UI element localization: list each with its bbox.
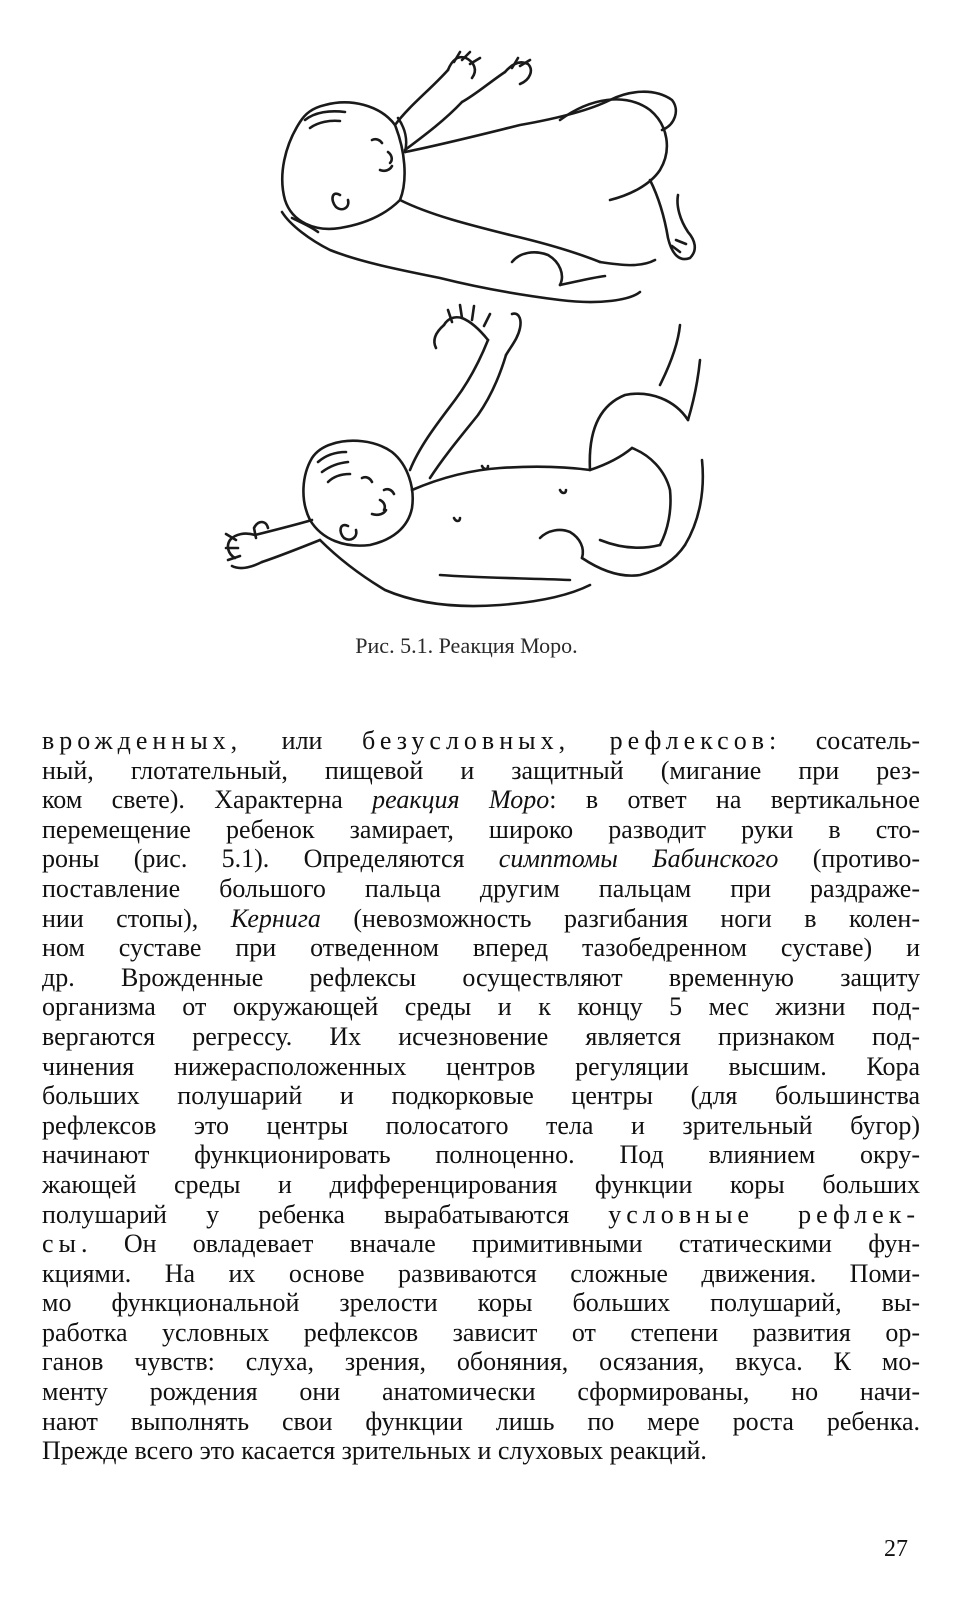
italic-term: Кернига [230, 903, 321, 933]
text-line [42, 1436, 920, 1466]
text-segment: ганов чувств: слуха, зрения, обоняния, осязания, вкуса. К мо- [42, 1347, 920, 1377]
text-segment: (противо- [778, 844, 920, 874]
text-segment: жающей среды и дифференцирования функции коры больших [42, 1169, 920, 1199]
infant-moro-illustration [226, 305, 703, 606]
text-segment [570, 726, 610, 755]
italic-term: реакция Моро [372, 785, 550, 815]
text-segment: Прежде всего это касается зрительных и слуховых реакций. [42, 1436, 707, 1466]
text-line [42, 785, 920, 815]
text-segment: нают выполнять свои функции лишь по мере роста ребенка. [42, 1406, 920, 1436]
spaced-term: условные рефлек- [608, 1199, 921, 1229]
text-segment: : в ответ на вертикальное [549, 785, 920, 815]
text-segment: начинают функционировать полноценно. Под влиянием окру- [42, 1140, 920, 1170]
text-segment: ком свете). Характерна [42, 785, 373, 815]
text-segment: нии стопы), [42, 903, 231, 933]
text-segment: др. Врожденные рефлексы осуществляют временную защиту [42, 962, 920, 992]
text-line [42, 1081, 920, 1111]
text-line [42, 1200, 920, 1230]
text-line [42, 1111, 920, 1141]
text-line [42, 992, 920, 1022]
text-line [42, 1259, 920, 1289]
text-segment: кциями. На их основе развиваются сложные движения. Поми- [42, 1258, 920, 1288]
text-line [42, 1288, 920, 1318]
text-segment: ном суставе при отведенном вперед тазобедренном суставе) и [42, 933, 920, 963]
text-line [42, 874, 920, 904]
spaced-term: рефлексов [609, 726, 769, 755]
figure-caption: Рис. 5.1. Реакция Моро. [355, 633, 578, 658]
text-segment: мо функциональной зрелости коры больших полушарий, вы- [42, 1288, 920, 1318]
text-line [42, 963, 920, 993]
moro-reflex-figure [170, 20, 810, 620]
text-line [42, 1022, 920, 1052]
text-segment: менту рождения они анатомически сформированы, но начи- [42, 1377, 920, 1407]
text-segment: перемещение ребенок замирает, широко разводит руки в сто- [42, 814, 920, 844]
text-segment: организма от окружающей среды и к концу 5 мес жизни под- [42, 992, 920, 1022]
text-segment: рефлексов это центры полосатого тела и зрительный бугор) [42, 1110, 920, 1140]
text-segment: (невозможность разгибания ноги в колен- [320, 903, 920, 933]
text-line [42, 1052, 920, 1082]
text-segment: . Он овладевает вначале примитивными статическими фун- [81, 1229, 920, 1259]
text-line [42, 844, 920, 874]
text-line [42, 756, 920, 786]
italic-term: симптомы Бабинского [498, 844, 779, 874]
text-line [42, 933, 920, 963]
text-line [42, 726, 920, 756]
text-line [42, 1170, 920, 1200]
body-text [42, 726, 920, 1466]
text-segment: роны (рис. 5.1). Определяются [42, 844, 499, 874]
text-line [42, 1377, 920, 1407]
text-line [42, 1347, 920, 1377]
text-line [42, 1140, 920, 1170]
text-segment: поставление большого пальца другим пальцам при раздраже- [42, 873, 920, 903]
text-segment: ный, глотательный, пищевой и защитный (мигание при рез- [42, 755, 920, 785]
text-segment: чинения нижерасположенных центров регуляции высшим. Кора [42, 1051, 920, 1081]
text-segment: больших полушарий и подкорковые центры (для большинства [42, 1081, 920, 1111]
infant-held-illustration [282, 52, 695, 302]
text-segment: или [242, 726, 362, 755]
text-segment: вергаются регрессу. Их исчезновение является признаком под- [42, 1021, 920, 1051]
text-line [42, 815, 920, 845]
spaced-term: безусловных, [361, 726, 571, 755]
text-line [42, 904, 920, 934]
spaced-term: сы [42, 1229, 82, 1259]
text-line [42, 1407, 920, 1437]
text-line [42, 1318, 920, 1348]
spaced-term: врожденных, [42, 726, 243, 755]
text-segment: работка условных рефлексов зависит от степени развития ор- [42, 1317, 920, 1347]
text-segment: : сосатель- [768, 726, 921, 755]
page-number: 27 [884, 1536, 908, 1562]
text-line [42, 1229, 920, 1259]
text-segment: полушарий у ребенка вырабатываются [42, 1199, 609, 1229]
